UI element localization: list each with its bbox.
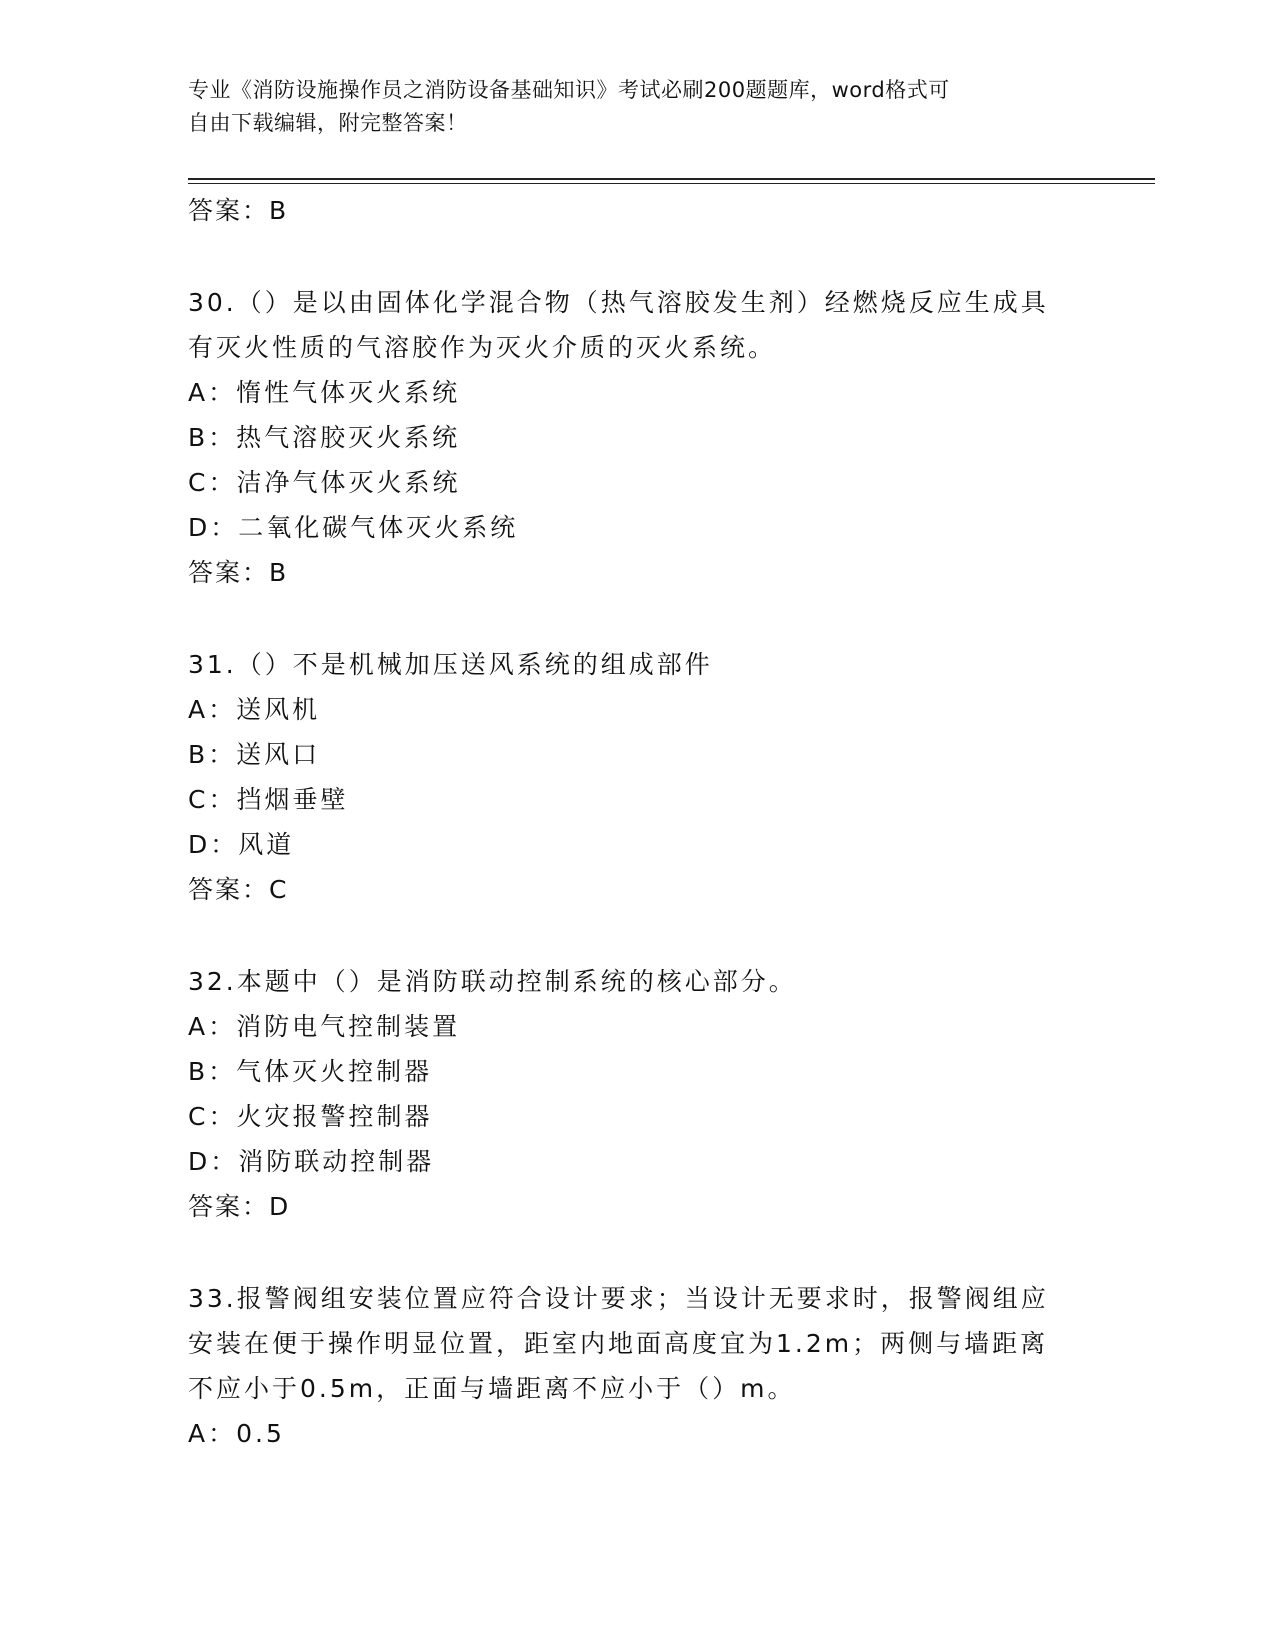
option-b: B：热气溶胶灭火系统 — [188, 423, 461, 452]
option-c: C：洁净气体灭火系统 — [188, 468, 461, 497]
option-a: A：惰性气体灭火系统 — [188, 378, 461, 407]
question-text-line: 32.本题中（）是消防联动控制系统的核心部分。 — [188, 967, 797, 996]
question-block — [188, 959, 1088, 1229]
document-header — [188, 74, 1068, 140]
question-text-line: 不应小于0.5m，正面与墙距离不应小于（）m。 — [188, 1374, 796, 1403]
option-c: C：挡烟垂壁 — [188, 785, 349, 814]
question-block — [188, 1276, 1088, 1456]
option-d: D：二氧化碳气体灭火系统 — [188, 513, 519, 542]
option-d: D：风道 — [188, 830, 295, 859]
option-a: A：0.5 — [188, 1419, 285, 1448]
previous-answer: 答案：B — [188, 196, 289, 225]
question-text-line: 有灭火性质的气溶胶作为灭火介质的灭火系统。 — [188, 333, 777, 362]
answer-label: 答案：B — [188, 558, 289, 587]
question-text-line: 33.报警阀组安装位置应符合设计要求；当设计无要求时，报警阀组应 — [188, 1284, 1049, 1313]
question-text-line: 31.（）不是机械加压送风系统的组成部件 — [188, 650, 713, 679]
question-block — [188, 280, 1088, 595]
option-c: C：火灾报警控制器 — [188, 1102, 433, 1131]
question-block — [188, 642, 1088, 912]
option-a: A：消防电气控制装置 — [188, 1012, 461, 1041]
header-divider-thin — [188, 183, 1155, 184]
option-d: D：消防联动控制器 — [188, 1147, 435, 1176]
option-b: B：气体灭火控制器 — [188, 1057, 433, 1086]
answer-label: 答案：D — [188, 1192, 291, 1221]
option-b: B：送风口 — [188, 740, 321, 769]
header-line-1: 专业《消防设施操作员之消防设备基础知识》考试必刷200题题库，word格式可 — [188, 78, 950, 102]
answer-label: 答案：C — [188, 875, 289, 904]
question-text-line: 30.（）是以由固体化学混合物（热气溶胶发生剂）经燃烧反应生成具 — [188, 288, 1049, 317]
header-divider — [188, 178, 1155, 180]
header-line-2: 自由下载编辑，附完整答案！ — [188, 111, 468, 135]
option-a: A：送风机 — [188, 695, 321, 724]
question-text-line: 安装在便于操作明显位置，距室内地面高度宜为1.2m；两侧与墙距离 — [188, 1329, 1049, 1358]
question-list — [188, 188, 1088, 1456]
